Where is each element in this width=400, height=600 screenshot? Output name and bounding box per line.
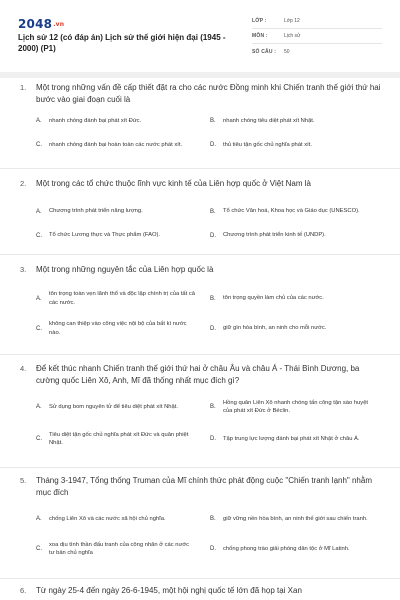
option-text: Tiêu diệt tận gốc chủ nghĩa phát xít Đức và quân phiệt Nhật.: [49, 431, 189, 446]
meta-row-count: [252, 44, 382, 59]
option-letter: C.: [36, 546, 42, 552]
option-d[interactable]: [210, 135, 370, 155]
option-text: Chương trình phát triển kinh tế (UNDP).: [223, 232, 326, 239]
question-number: 3.: [20, 265, 27, 274]
option-letter: C.: [36, 142, 42, 148]
option-d[interactable]: [210, 318, 370, 340]
option-text: nhanh chóng đánh bại hoàn toàn các nước phát xít.: [49, 141, 183, 148]
option-d[interactable]: [210, 538, 370, 560]
option-letter: A.: [36, 295, 42, 302]
option-text: thủ tiêu tận gốc chủ nghĩa phát xít.: [223, 141, 312, 148]
option-c[interactable]: [36, 538, 196, 560]
question-4: [0, 363, 400, 458]
option-letter: B.: [210, 208, 216, 215]
meta-row-subject: [252, 29, 382, 44]
site-logo[interactable]: [18, 17, 64, 31]
option-letter: B.: [210, 516, 216, 522]
question-number: 4.: [20, 364, 27, 373]
option-a[interactable]: [36, 202, 196, 222]
option-letter: C.: [36, 325, 42, 332]
option-a[interactable]: [36, 508, 196, 530]
option-c[interactable]: [36, 428, 196, 450]
option-text: Sử dụng bom nguyên tử để tiêu diệt phát xít Nhật.: [49, 403, 178, 410]
question-separator: [0, 168, 400, 169]
option-text: xoa dịu tình thần đấu tranh của công nhân ở các nước tư bản chủ nghĩa: [49, 541, 190, 556]
question-text: Một trong các tổ chức thuộc lĩnh vực kinh tế của Liên hợp quốc ở Việt Nam là: [36, 179, 311, 188]
document-meta: [252, 14, 382, 59]
option-letter: C.: [36, 232, 42, 239]
option-letter: D.: [210, 232, 216, 239]
option-letter: D.: [210, 325, 216, 332]
meta-row-grade: [252, 14, 382, 29]
question-text: Một trong những vấn đề cấp thiết đặt ra cho các nước Đồng minh khi Chiến tranh thế giới thứ hai bước vào giai đoạn cuối là: [36, 83, 381, 104]
option-letter: D.: [210, 142, 216, 148]
question-separator: [0, 467, 400, 468]
option-text: nhanh chóng đánh bại phát xít Đức.: [49, 117, 142, 124]
option-letter: A.: [36, 208, 42, 215]
option-text: giữ vững nền hòa bình, an ninh thế giới sau chiến tranh.: [223, 515, 368, 522]
question-text: Tháng 3-1947, Tổng thống Truman của Mĩ chính thức phát động cuộc "Chiến tranh lạnh" nhằm mục đích: [36, 476, 372, 497]
option-c[interactable]: [36, 318, 196, 340]
option-letter: B.: [210, 295, 216, 302]
option-c[interactable]: [36, 135, 196, 155]
option-text: tôn trọng toàn vẹn lãnh thổ và độc lập chính trị của tất cả các nước.: [49, 291, 195, 306]
question-3: [0, 264, 400, 346]
question-separator: [0, 354, 400, 355]
logo-suffix: .vn: [53, 21, 65, 28]
question-text: Một trong những nguyên tắc của Liên hợp quốc là: [36, 265, 214, 274]
option-text: Chương trình phát triển năng lượng.: [49, 208, 143, 215]
question-separator: [0, 254, 400, 255]
option-text: tôn trọng quyền làm chủ của các nước.: [223, 295, 324, 302]
meta-value: Lịch sử: [284, 33, 301, 39]
option-letter: B.: [210, 404, 216, 410]
meta-value: 50: [284, 48, 290, 55]
question-1: [0, 82, 400, 159]
header-divider: [0, 72, 400, 78]
option-d[interactable]: [210, 428, 370, 450]
option-text: giữ gìn hòa bình, an ninh cho mỗi nước.: [223, 325, 327, 332]
option-b[interactable]: [210, 202, 370, 222]
option-letter: A.: [36, 118, 42, 124]
option-a[interactable]: [36, 115, 196, 127]
option-c[interactable]: [36, 230, 196, 242]
option-letter: C.: [36, 436, 42, 442]
option-text: nhanh chóng tiêu diệt phát xít Nhật.: [223, 117, 315, 124]
option-a[interactable]: [36, 396, 196, 418]
logo-main: 2048: [18, 17, 53, 31]
option-b[interactable]: [210, 508, 370, 530]
option-a[interactable]: [36, 288, 196, 310]
option-letter: D.: [210, 546, 216, 552]
question-separator: [0, 578, 400, 579]
meta-key: MÔN :: [252, 33, 268, 39]
question-number: 6.: [20, 586, 27, 595]
option-text: chống phong trào giải phóng dân tộc ở Mĩ Latinh.: [223, 545, 350, 552]
question-2: [0, 178, 400, 246]
option-d[interactable]: [210, 230, 370, 242]
meta-key: SỐ CÂU :: [252, 48, 277, 55]
page-header: [0, 0, 400, 70]
question-5: [0, 475, 400, 572]
question-text: Từ ngày 25-4 đến ngày 26-6-1945, một hội nghị quốc tế lớn đã họp tại Xan: [36, 586, 302, 595]
option-b[interactable]: [210, 115, 370, 127]
option-b[interactable]: [210, 288, 370, 310]
document-title: Lịch sử 12 (có đáp án) Lịch sử thế giới hiện đại (1945 - 2000) (P1): [18, 33, 226, 53]
option-text: chống Liên Xô và các nước xã hội chủ nghĩa.: [49, 515, 166, 522]
option-letter: A.: [36, 404, 42, 410]
meta-value: Lớp 12: [284, 18, 300, 24]
option-text: Tập trung lực lượng đánh bại phát xít Nhật ở châu Á.: [223, 435, 360, 442]
option-text: Hồng quân Liên Xô nhanh chóng tấn công tận sào huyệt của phát xít Đức ở Béclin.: [223, 399, 369, 414]
meta-key: LỚP :: [252, 18, 267, 24]
question-number: 1.: [20, 83, 27, 92]
option-text: Tổ chức Lương thực và Thực phẩm (FAO).: [49, 232, 161, 239]
option-letter: D.: [210, 436, 216, 442]
question-number: 2.: [20, 179, 27, 188]
question-text: Để kết thúc nhanh Chiến tranh thế giới thứ hai ở châu Âu và châu Á - Thái Bình Dương, ba cường quốc Liên Xô, Anh, Mĩ đã thống nhất mục đích gì?: [36, 364, 360, 385]
option-text: không can thiệp vào công việc nội bộ của bất kì nước nào.: [49, 321, 187, 336]
option-letter: A.: [36, 516, 42, 522]
option-text: Tổ chức Văn hoá, Khoa học và Giáo dục (UNESCO).: [223, 208, 360, 215]
question-6: [0, 585, 400, 597]
option-b[interactable]: [210, 396, 370, 418]
option-letter: B.: [210, 118, 216, 124]
question-number: 5.: [20, 476, 27, 485]
